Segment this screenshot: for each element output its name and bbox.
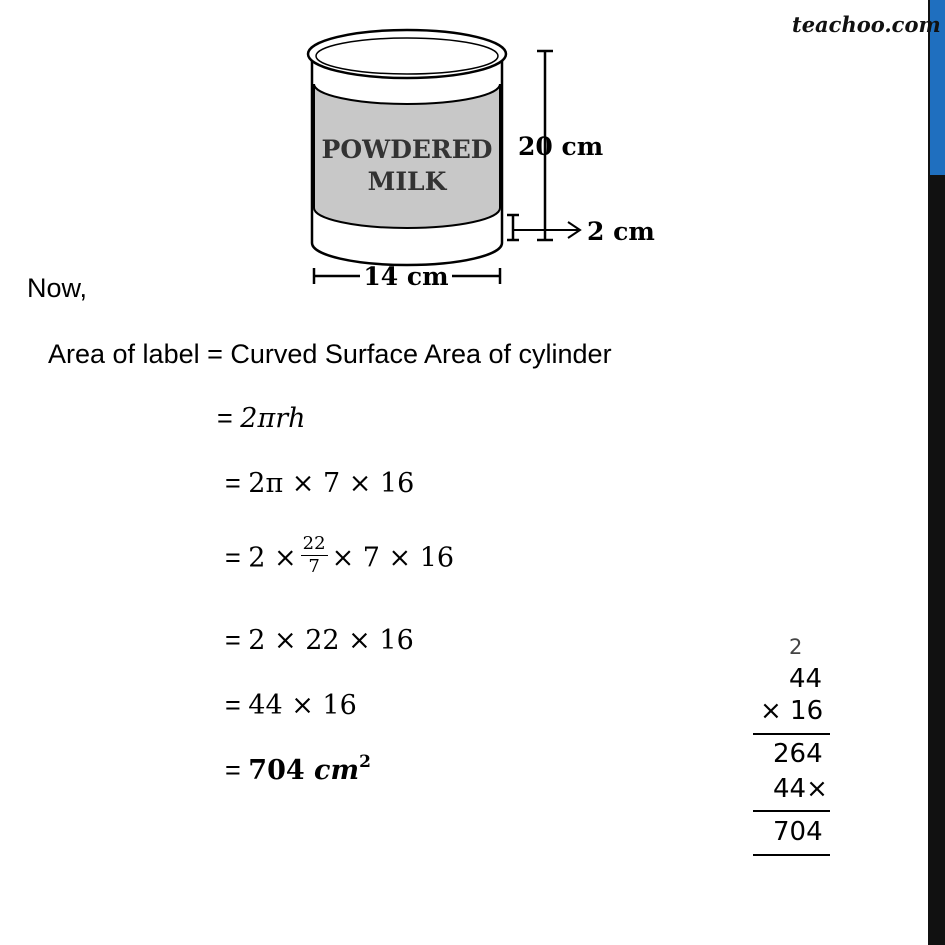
step-formula: = 2πrh xyxy=(217,403,306,434)
calc-rule-3 xyxy=(753,854,830,856)
partial-product-2: 44× xyxy=(773,774,828,804)
pi-fraction: $\frac{22}{7}$ xyxy=(302,533,326,577)
cylinder-figure xyxy=(300,18,670,303)
intro-text: Now, xyxy=(27,273,88,303)
label-text-line2: MILK xyxy=(367,167,447,196)
multiplier: × 16 xyxy=(760,696,824,726)
cylinder-top-outer xyxy=(308,30,506,78)
label-text-line1: POWDERED xyxy=(321,135,493,164)
multiplicand: 44 xyxy=(789,664,823,694)
height-label: 20 cm xyxy=(518,132,604,161)
step-pi-value: = 2 × $\frac{22}{7}$ × 7 × 16 xyxy=(225,533,455,577)
partial-product-1: 264 xyxy=(773,739,823,769)
brand-watermark: teachoo.com xyxy=(792,12,941,37)
step-simplify: = 2 × 22 × 16 xyxy=(225,625,414,656)
calc-rule-2 xyxy=(753,810,830,812)
label-area-definition: Area of label = Curved Surface Area of cylinder xyxy=(48,339,612,369)
calc-rule-1 xyxy=(753,733,830,735)
final-answer: = 704 $cm^2$ xyxy=(225,752,371,786)
calc-result: 704 xyxy=(773,817,823,847)
step-product: = 44 × 16 xyxy=(225,690,357,721)
gap-label: 2 cm xyxy=(587,217,655,246)
diameter-label: 14 cm xyxy=(363,262,449,291)
carry-digit: 2 xyxy=(789,635,803,659)
step-substitute: = 2π × 7 × 16 xyxy=(225,468,415,499)
